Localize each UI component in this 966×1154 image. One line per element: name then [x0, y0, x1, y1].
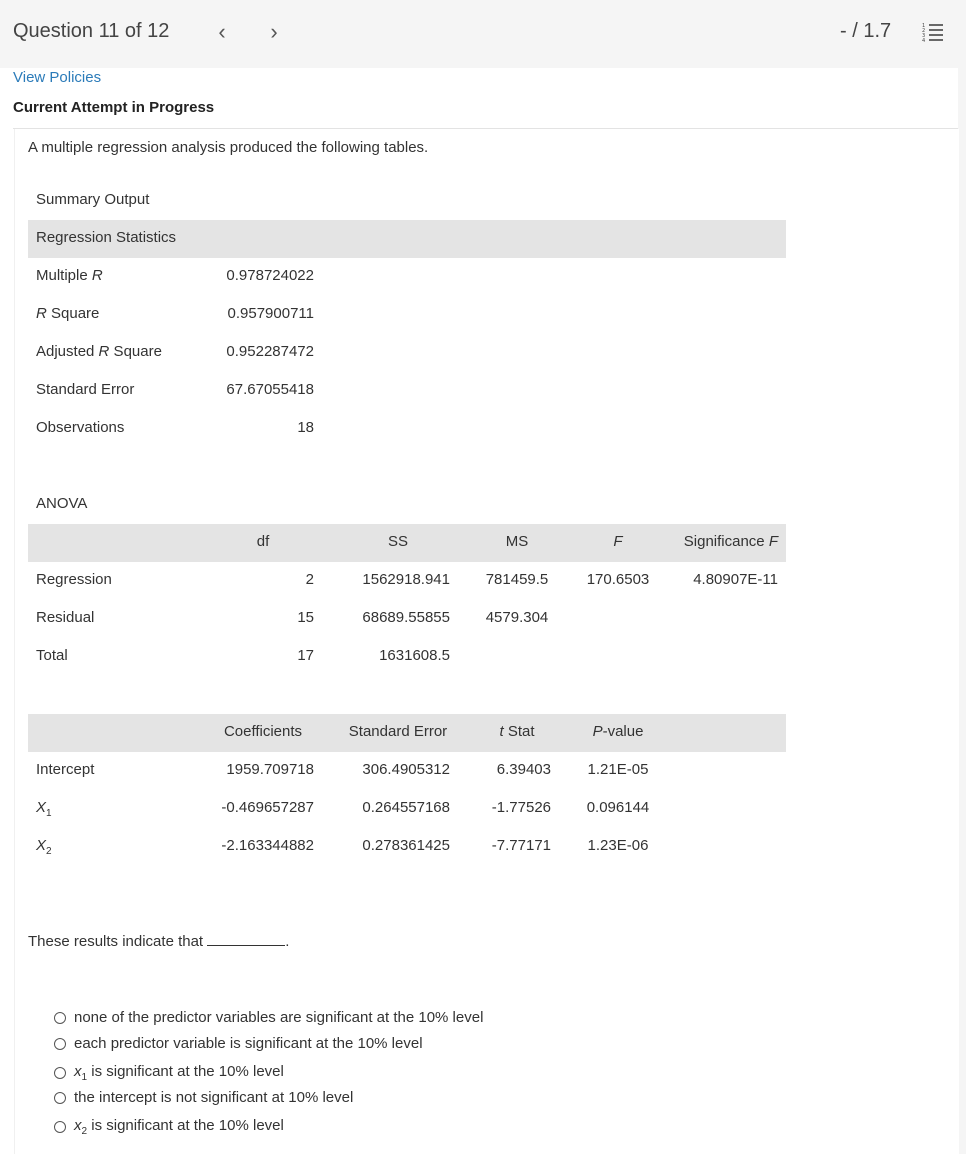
anova-df: 17	[297, 647, 314, 664]
answer-option[interactable]: $x_2$ is significant at the 10% level	[54, 1117, 284, 1137]
coef-header-tstat: t Stat	[499, 723, 535, 740]
anova-row-label: Residual	[36, 609, 95, 626]
anova-ss: 1631608.5	[379, 647, 450, 664]
stat-label: Multiple R	[36, 267, 103, 284]
stat-value: 67.67055418	[226, 381, 314, 398]
stat-value: 0.957900711	[227, 305, 314, 322]
prev-question-button[interactable]: ‹	[218, 19, 226, 44]
stat-label: Adjusted R Square	[36, 343, 162, 360]
anova-ms: 4579.304	[485, 609, 549, 626]
stat-value: 18	[297, 419, 314, 436]
answer-option[interactable]: each predictor variable is significant at the 10% level	[54, 1035, 423, 1052]
svg-text:1: 1	[922, 23, 926, 29]
coef-pvalue: 1.23E-06	[587, 837, 649, 854]
anova-df: 15	[297, 609, 314, 626]
radio-button[interactable]	[54, 1121, 66, 1133]
question-prompt: A multiple regression analysis produced the following tables.	[28, 139, 429, 156]
next-question-button[interactable]: ›	[270, 19, 278, 44]
svg-text:2: 2	[922, 28, 926, 34]
summary-title: Summary Output	[36, 191, 150, 208]
anova-ss: 68689.55855	[362, 609, 450, 626]
coef-pvalue: 1.21E-05	[587, 761, 649, 778]
coef-se: 0.264557168	[362, 799, 450, 816]
anova-header-sigf: Significance F	[683, 533, 778, 550]
coef-header-pvalue: P-value	[592, 723, 644, 740]
coef-value: 1959.709718	[226, 761, 314, 778]
score-display: - / 1.7	[840, 20, 892, 42]
svg-text:3: 3	[922, 33, 926, 39]
stat-label: Observations	[36, 419, 125, 436]
coef-row-label: Intercept	[36, 761, 95, 778]
radio-button[interactable]	[54, 1092, 66, 1104]
attempt-status: Current Attempt in Progress	[13, 99, 215, 116]
anova-header-df: df	[256, 533, 270, 550]
coef-se: 0.278361425	[362, 837, 450, 854]
radio-button[interactable]	[54, 1012, 66, 1024]
coef-se: 306.4905312	[362, 761, 450, 778]
anova-f: 170.6503	[586, 571, 650, 588]
question-counter: Question 11 of 12	[13, 20, 170, 42]
svg-text:4: 4	[922, 38, 926, 42]
question-list-icon[interactable]	[922, 22, 944, 42]
anova-df: 2	[305, 571, 314, 588]
stat-label: R Square	[36, 305, 100, 322]
anova-title: ANOVA	[36, 495, 88, 512]
view-policies-link[interactable]: View Policies	[13, 69, 102, 86]
stat-label: Standard Error	[36, 381, 135, 398]
answer-option[interactable]: the intercept is not significant at 10% level	[54, 1089, 353, 1106]
answer-option[interactable]: $x_1$ is significant at the 10% level	[54, 1063, 284, 1083]
coef-pvalue: 0.096144	[586, 799, 650, 816]
radio-button[interactable]	[54, 1038, 66, 1050]
coef-row-label: $X_2$	[36, 837, 52, 857]
anova-row-label: Total	[36, 647, 68, 664]
top-bar	[0, 0, 966, 68]
question-box	[14, 129, 959, 1154]
coef-value: -0.469657287	[221, 799, 314, 816]
coef-header-coefficients: Coefficients	[223, 723, 303, 740]
coef-value: -2.163344882	[221, 837, 314, 854]
anova-header-ms: MS	[505, 533, 529, 550]
coef-row-label: $X_1$	[36, 799, 52, 819]
anova-header-f: F	[613, 533, 623, 550]
coef-tstat: 6.39403	[496, 761, 551, 778]
coef-header-se: Standard Error	[348, 723, 448, 740]
stat-value: 0.952287472	[226, 343, 314, 360]
anova-header-ss: SS	[387, 533, 408, 550]
anova-row-label: Regression	[36, 571, 112, 588]
coef-tstat: -7.77171	[491, 837, 551, 854]
anova-sigf: 4.80907E-11	[693, 571, 778, 588]
anova-ms: 781459.5	[485, 571, 549, 588]
radio-button[interactable]	[54, 1067, 66, 1079]
conclusion-text: These results indicate that .	[28, 933, 290, 950]
answer-option[interactable]: none of the predictor variables are significant at the 10% level	[54, 1009, 483, 1026]
stat-value: 0.978724022	[226, 267, 314, 284]
regression-statistics-label: Regression Statistics	[36, 229, 177, 246]
anova-ss: 1562918.941	[362, 571, 450, 588]
coef-tstat: -1.77526	[491, 799, 551, 816]
